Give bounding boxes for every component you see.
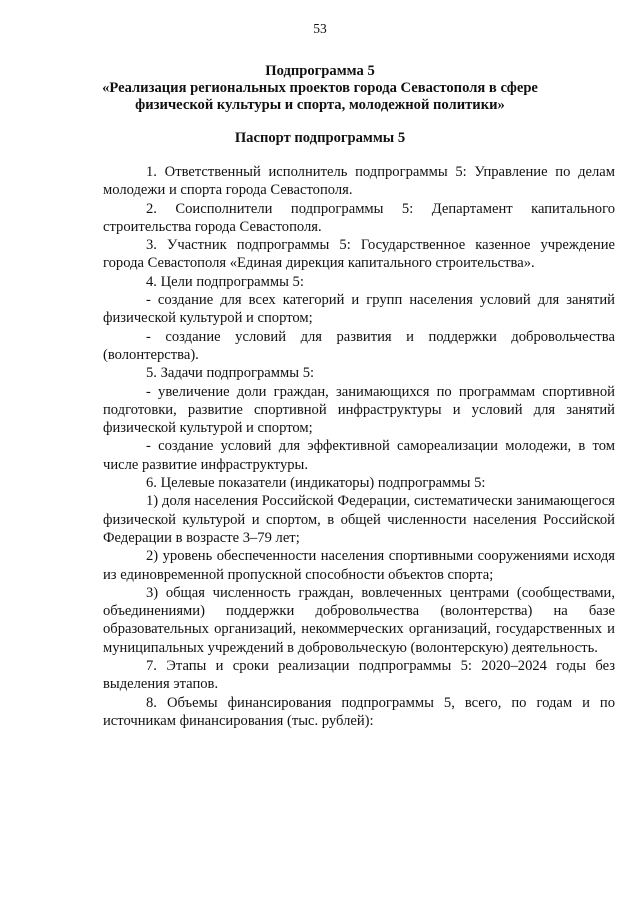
passport-body: [103, 163, 615, 730]
paragraph-goal-1: - создание для всех категорий и групп населения условий для занятий физической культурой и спортом;: [103, 292, 615, 327]
paragraph-task-1: - увеличение доли граждан, занимающихся по программам спортивной подготовки, развитие спортивной инфраструктуры и условий для занятий физической культурой и спортом;: [103, 383, 615, 437]
passport-title: Паспорт подпрограммы 5: [234, 130, 406, 146]
paragraph-task-2: - создание условий для эффективной самореализации молодежи, в том числе развитие инфраструктуры.: [103, 438, 615, 473]
subprogram-title: Подпрограмма 5: [265, 63, 375, 79]
paragraph-goals-heading: 4. Цели подпрограммы 5:: [146, 273, 304, 290]
paragraph-financing: 8. Объемы финансирования подпрограммы 5, всего, по годам и по источникам финансирования (тыс. рублей):: [103, 694, 615, 729]
paragraph-goal-2: - создание условий для развития и поддержки добровольчества (волонтерства).: [103, 328, 615, 363]
paragraph-responsible-executor: 1. Ответственный исполнитель подпрограммы 5: Управление по делам молодежи и спорта города Севастополя.: [103, 164, 615, 199]
paragraph-indicators-heading: 6. Целевые показатели (индикаторы) подпрограммы 5:: [146, 475, 486, 492]
subprogram-name-line-1: «Реализация региональных проектов города Севастополя в сфере: [102, 80, 538, 96]
paragraph-co-executors: 2. Соисполнители подпрограммы 5: Департамент капитального строительства города Севастополя.: [103, 200, 615, 235]
page-number: 53: [313, 21, 327, 36]
paragraph-indicator-3: 3) общая численность граждан, вовлеченных центрами (сообществами, объединениями) поддержки добровольчества (волонтерства) на базе образовательных организаций, некоммерческих организаций, государственных и муниципальных учреждений в добровольческую (волонтерскую) деятельность.: [103, 584, 615, 656]
paragraph-participant: 3. Участник подпрограммы 5: Государственное казенное учреждение города Севастополя «Единая дирекция капитального строительства».: [103, 237, 615, 272]
paragraph-indicator-2: 2) уровень обеспеченности населения спортивными сооружениями исходя из единовременной пропускной способности объектов спорта;: [103, 548, 615, 583]
subprogram-name-line-2: физической культуры и спорта, молодежной политики»: [135, 97, 505, 113]
paragraph-stages: 7. Этапы и сроки реализации подпрограммы 5: 2020–2024 годы без выделения этапов.: [103, 658, 615, 693]
paragraph-indicator-1: 1) доля населения Российской Федерации, систематически занимающегося физической культурой и спортом, в общей численности населения Российской Федерации в возрасте 3–79 лет;: [103, 493, 615, 546]
paragraph-tasks-heading: 5. Задачи подпрограммы 5:: [146, 365, 315, 382]
